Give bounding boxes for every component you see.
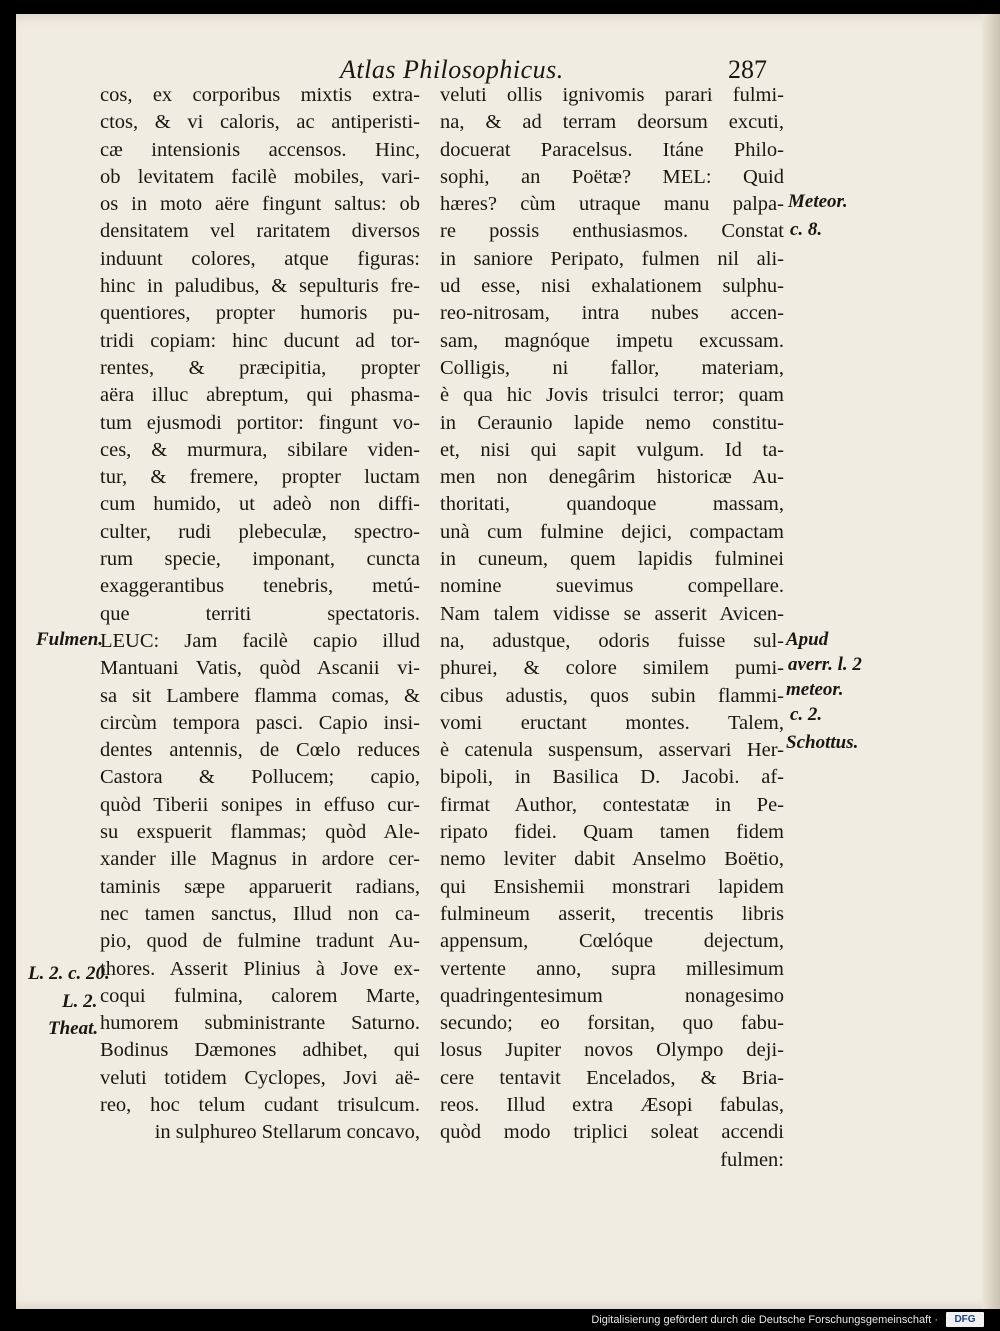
margin-note-schottus: Schottus. (786, 732, 859, 753)
text-line: circùm tempora pasci. Capio insi- (100, 711, 420, 734)
margin-note-meteor-2: meteor. (786, 679, 844, 700)
text-line: na, adustque, odoris fuisse sul- (440, 629, 784, 652)
text-line: cæ intensionis accensos. Hinc, (100, 138, 420, 161)
text-line: quadringentesimum nonagesimo (440, 984, 784, 1007)
text-line: reo-nitrosam, intra nubes accen- (440, 302, 784, 325)
text-line: quòd modo triplici soleat accendi (440, 1121, 784, 1144)
text-line: quentiores, propter humoris pu- (100, 302, 420, 325)
text-line: nec tamen sanctus, Illud non ca- (100, 902, 420, 925)
text-line: fulmen: (720, 1148, 784, 1171)
text-line: ces, & murmura, sibilare viden- (100, 438, 420, 461)
text-line: sa sit Lambere flamma comas, & (100, 684, 420, 707)
text-line: coqui fulmina, calorem Marte, (100, 984, 420, 1007)
text-line: sophi, an Poëtæ? MEL: Quid (440, 165, 784, 188)
text-line: secundo; eo forsitan, quo fabu- (440, 1012, 784, 1035)
text-line: è catenula suspensum, asservari Her- (440, 739, 784, 762)
text-line: veluti ollis ignivomis parari fulmi- (440, 84, 784, 106)
text-line: men non denegârim historicæ Au- (440, 466, 784, 489)
text-line: pio, quod de fulmine tradunt Au- (100, 930, 420, 953)
text-line: aëra illuc abreptum, qui phasma- (100, 384, 420, 407)
text-line: Nam talem vidisse se asserit Avicen- (440, 602, 784, 625)
margin-note-meteor-ref: c. 8. (790, 219, 823, 240)
text-line: phurei, & colore similem pumi- (440, 657, 784, 680)
text-line: exaggerantibus tenebris, metú- (100, 575, 420, 598)
text-line: vertente anno, supra millesimum (440, 957, 784, 980)
text-line: su exspuerit flammas; quòd Ale- (100, 821, 420, 844)
text-line: na, & ad terram deorsum excuti, (440, 111, 784, 134)
text-line: hæres? cùm utraque manu palpa- (440, 193, 784, 216)
text-line: vomi eructant montes. Talem, (440, 711, 784, 734)
text-line: nomine suevimus compellare. (440, 575, 784, 598)
text-line: sam, magnóque impetu excussam. (440, 329, 784, 352)
text-line: in sulphureo Stellarum concavo, (154, 1121, 420, 1144)
text-line: thoritati, quandoque massam, (440, 493, 784, 516)
text-line: in saniore Peripato, fulmen nil ali- (440, 247, 784, 270)
margin-note-averr: averr. l. 2 (788, 654, 862, 675)
text-line: cibus adustis, quos subin flammi- (440, 684, 784, 707)
dfg-logo: DFG (946, 1312, 984, 1327)
text-line: tum ejusmodi portitor: fingunt vo- (100, 411, 420, 434)
text-line: in Ceraunio lapide nemo constitu- (440, 411, 784, 434)
text-line: nemo leviter dabit Anselmo Boëtio, (440, 848, 784, 871)
text-line: reo, hoc telum cudant trisulcum. (100, 1093, 420, 1116)
digitization-credit: Digitalisierung gefördert durch die Deutsche Forschungsgemeinschaft · (591, 1314, 938, 1326)
text-line: LEUC: Jam facilè capio illud (100, 629, 420, 652)
text-line: xander ille Magnus in ardore cer- (100, 848, 420, 871)
text-line: os in moto aëre fingunt saltus: ob (100, 193, 420, 216)
text-line: humorem subministrante Saturno. (100, 1012, 420, 1035)
text-line: taminis sæpe apparuerit radians, (100, 875, 420, 898)
text-line: et, nisi qui sapit vulgum. Id ta- (440, 438, 784, 461)
text-line: è qua hic Jovis trisulci terror; quam (440, 384, 784, 407)
margin-note-theat: Theat. (48, 1018, 99, 1039)
text-line: qui Ensishemii monstrari lapidem (440, 875, 784, 898)
text-line: fulmineum asserit, trecentis libris (440, 902, 784, 925)
text-line: tridi copiam: hinc ducunt ad tor- (100, 329, 420, 352)
text-line: induunt colores, atque figuras: (100, 247, 420, 270)
left-text-column (100, 82, 420, 1147)
text-line: cere tentavit Encelados, & Bria- (440, 1066, 784, 1089)
running-head: Atlas Philosophicus. (340, 55, 564, 84)
text-line: cos, ex corporibus mixtis extra- (100, 84, 420, 106)
text-line: Castora & Pollucem; capio, (100, 766, 420, 789)
text-line: ob levitatem facilè mobiles, vari- (100, 165, 420, 188)
text-line: que territi spectatoris. (100, 602, 420, 625)
text-line: quòd Tiberii sonipes in effuso cur- (100, 793, 420, 816)
margin-note-c2: c. 2. (790, 704, 823, 725)
text-line: in cuneum, quem lapidis fulminei (440, 548, 784, 571)
text-line: Bodinus Dæmones adhibet, qui (100, 1039, 420, 1062)
text-line: densitatem vel raritatem diversos (100, 220, 420, 243)
text-line: ripato fidei. Quam tamen fidem (440, 821, 784, 844)
text-line: Mantuani Vatis, quòd Ascanii vi- (100, 657, 420, 680)
margin-note-apud: Apud (786, 629, 829, 650)
text-line: culter, rudi plebeculæ, spectro- (100, 520, 420, 543)
page-number: 287 (728, 55, 767, 84)
right-text-column (440, 82, 784, 1174)
text-line: appensum, Cœlóque dejectum, (440, 930, 784, 953)
text-line: veluti totidem Cyclopes, Jovi aë- (100, 1066, 420, 1089)
text-line: Colligis, ni fallor, materiam, (440, 356, 784, 379)
text-line: thores. Asserit Plinius à Jove ex- (100, 957, 420, 980)
text-line: rum specie, imponant, cuncta (100, 548, 420, 571)
text-line: ctos, & vi caloris, ac antiperisti- (100, 111, 420, 134)
page-edge (982, 14, 1000, 1309)
text-line: cum humido, ut adeò non diffi- (100, 493, 420, 516)
text-line: hinc in paludibus, & sepulturis fre- (100, 275, 420, 298)
text-line: tur, & fremere, propter luctam (100, 466, 420, 489)
margin-note-l2c20: L. 2. c. 20. (28, 963, 110, 984)
text-line: losus Jupiter novos Olympo deji- (440, 1039, 784, 1062)
text-line: dentes antennis, de Cœlo reduces (100, 739, 420, 762)
margin-note-meteor: Meteor. (788, 191, 848, 212)
text-line: unà cum fulmine dejici, compactam (440, 520, 784, 543)
text-line: docuerat Paracelsus. Itáne Philo- (440, 138, 784, 161)
text-line: reos. Illud extra Æsopi fabulas, (440, 1093, 784, 1116)
text-line: ud esse, nisi exhalationem sulphu- (440, 275, 784, 298)
text-line: bipoli, in Basilica D. Jacobi. af- (440, 766, 784, 789)
margin-note-fulmen: Fulmen. (36, 629, 104, 650)
margin-note-l2: L. 2. (62, 991, 98, 1012)
text-line: firmat Author, contestatæ in Pe- (440, 793, 784, 816)
text-line: rentes, & præcipitia, propter (100, 356, 420, 379)
text-line: re possis enthusiasmos. Constat (440, 220, 784, 243)
